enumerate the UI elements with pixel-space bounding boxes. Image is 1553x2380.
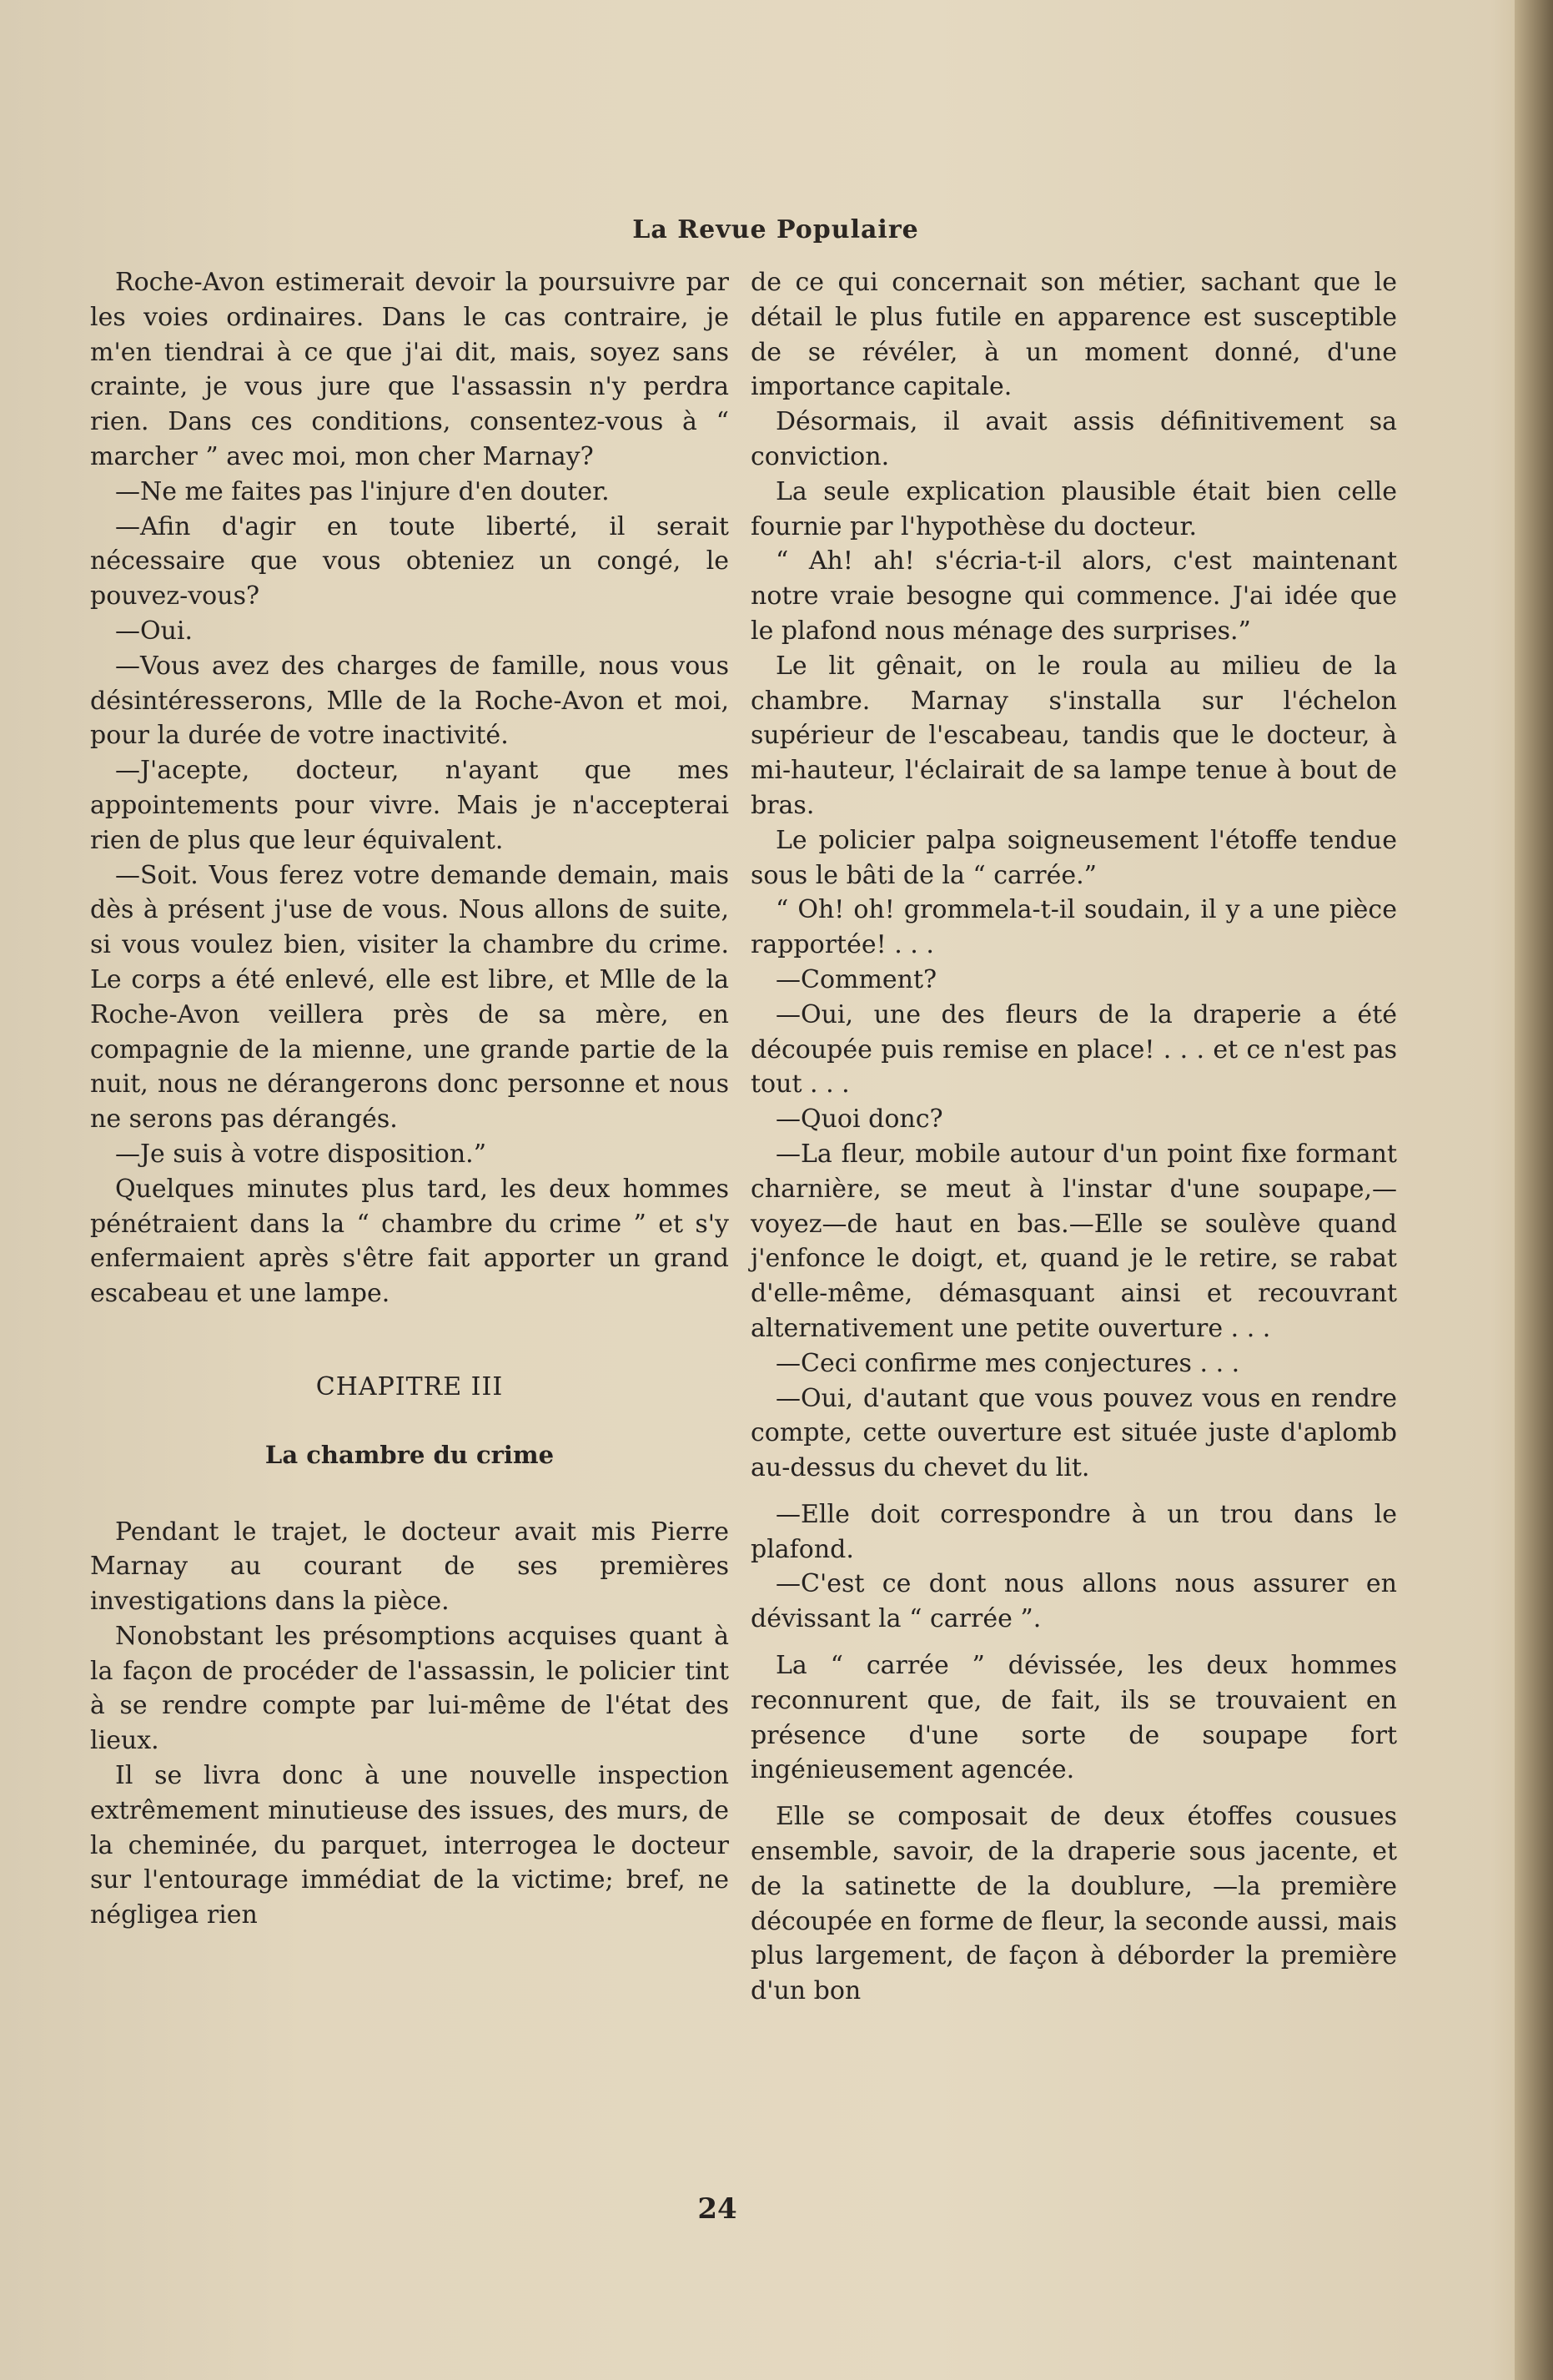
running-header: La Revue Populaire — [632, 215, 919, 244]
paragraph: —Soit. Vous ferez votre demande demain, mais dès à présent j'use de vous. Nous allons de suite, si vous voulez bien, visiter la chambre du crime. Le corps a été enlevé, elle est libre, et Mlle de la Roche-Avon veillera près de sa mère, en compagnie de la mienne, une grande partie de la nuit, nous ne dérangerons donc personne et nous ne serons pas dérangés. — [90, 860, 729, 1135]
paragraph: Roche-Avon estimerait devoir la poursuivre par les voies ordinaires. Dans le cas contraire, je m'en tiendrai à ce que j'ai dit, mais, soyez sans crainte, je vous jure que l'assassin n'y perdra rien. Dans ces conditions, consentez-vous à “ marcher ” avec moi, mon cher Marnay? — [90, 268, 729, 471]
paragraph: Désormais, il avait assis définitivement sa conviction. — [751, 407, 1397, 471]
paragraph: Quelques minutes plus tard, les deux hommes pénétraient dans la “ chambre du crime ” et s'y enfermaient après s'être fait apporter un grand escabeau et une lampe. — [90, 1174, 729, 1309]
paragraph: “ Ah! ah! s'écria-t-il alors, c'est maintenant notre vraie besogne qui commence. J'ai idée que le plafond nous ménage des surprises.” — [751, 546, 1397, 646]
paragraph: Il se livra donc à une nouvelle inspection extrêmement minutieuse des issues, des murs, de la cheminée, du parquet, interrogea le docteur sur l'entourage immédiat de la victime; bref, ne négligea rien — [90, 1761, 729, 1930]
paragraph: Nonobstant les présomptions acquises quant à la façon de procéder de l'assassin, le policier tint à se rendre compte par lui-même de l'état des lieux. — [90, 1621, 729, 1756]
paragraph: La “ carrée ” dévissée, les deux hommes reconnurent que, de fait, ils se trouvaient en présence d'une sorte de soupape fort ingénieusement agencée. — [751, 1651, 1397, 1785]
paragraph: —Oui, une des fleurs de la draperie a été découpée puis remise en place! . . . et ce n'est pas tout . . . — [751, 999, 1397, 1099]
paragraph: —Je suis à votre disposition.” — [115, 1139, 487, 1169]
paragraph: Le policier palpa soigneusement l'étoffe tendue sous le bâti de la “ carrée.” — [751, 825, 1397, 890]
paragraph: Elle se composait de deux étoffes cousues ensemble, savoir, de la draperie sous jacente, et de la satinette de la doublure, —la première découpée en forme de fleur, la seconde aussi, mais plus largement, de façon à déborder la première d'un bon — [751, 1802, 1397, 2006]
paragraph: —Ne me faites pas l'injure d'en douter. — [115, 476, 610, 506]
paragraph: —Ceci confirme mes conjectures . . . — [776, 1348, 1240, 1378]
paragraph: —Comment? — [776, 964, 937, 994]
paragraph: —La fleur, mobile autour d'un point fixe formant charnière, se meut à l'instar d'une soupape,—voyez—de haut en bas.—Elle se soulève quand j'enfonce le doigt, et, quand je le retire, se rabat d'elle-même, démasquant ainsi et recouvrant alternativement une petite ouverture . . . — [751, 1139, 1397, 1343]
paragraph: “ Oh! oh! grommela-t-il soudain, il y a une pièce rapportée! . . . — [751, 895, 1397, 960]
paragraph: La seule explication plausible était bien celle fournie par l'hypothèse du docteur. — [751, 476, 1397, 541]
paragraph: de ce qui concernait son métier, sachant que le détail le plus futile en apparence est susceptible de se révéler, à un moment donné, d'une importance capitale. — [751, 268, 1397, 402]
paragraph: —Afin d'agir en toute liberté, il serait nécessaire que vous obteniez un congé, le pouvez-vous? — [90, 511, 729, 611]
chapter-heading: CHAPITRE III — [315, 1371, 504, 1401]
chapter-title: La chambre du crime — [264, 1440, 555, 1469]
right-column — [751, 265, 1397, 2009]
paragraph: —Oui, d'autant que vous pouvez vous en rendre compte, cette ouverture est située juste d'aplomb au-dessus du chevet du lit. — [751, 1383, 1397, 1483]
paragraph: —C'est ce dont nous allons nous assurer en dévissant la “ carrée ”. — [751, 1569, 1397, 1634]
paragraph: Pendant le trajet, le docteur avait mis Pierre Marnay au courant de ses premières investigations dans la pièce. — [90, 1517, 729, 1617]
left-column — [90, 265, 729, 1933]
paragraph: —Vous avez des charges de famille, nous vous désintéresserons, Mlle de la Roche-Avon et moi, pour la durée de votre inactivité. — [90, 651, 729, 751]
paragraph: —Oui. — [115, 616, 193, 646]
paragraph: —Elle doit correspondre à un trou dans le plafond. — [751, 1499, 1397, 1564]
paragraph: —Quoi donc? — [776, 1104, 943, 1135]
paragraph: —J'acepte, docteur, n'ayant que mes appointements pour vivre. Mais je n'accepterai rien de plus que leur équivalent. — [90, 756, 729, 855]
page-number: 24 — [697, 2192, 737, 2226]
paragraph: Le lit gênait, on le roula au milieu de la chambre. Marnay s'installa sur l'échelon supérieur de l'escabeau, tandis que le docteur, à mi-hauteur, l'éclairait de sa lampe tenue à bout de bras. — [751, 651, 1397, 820]
page-edge — [1515, 0, 1553, 2380]
